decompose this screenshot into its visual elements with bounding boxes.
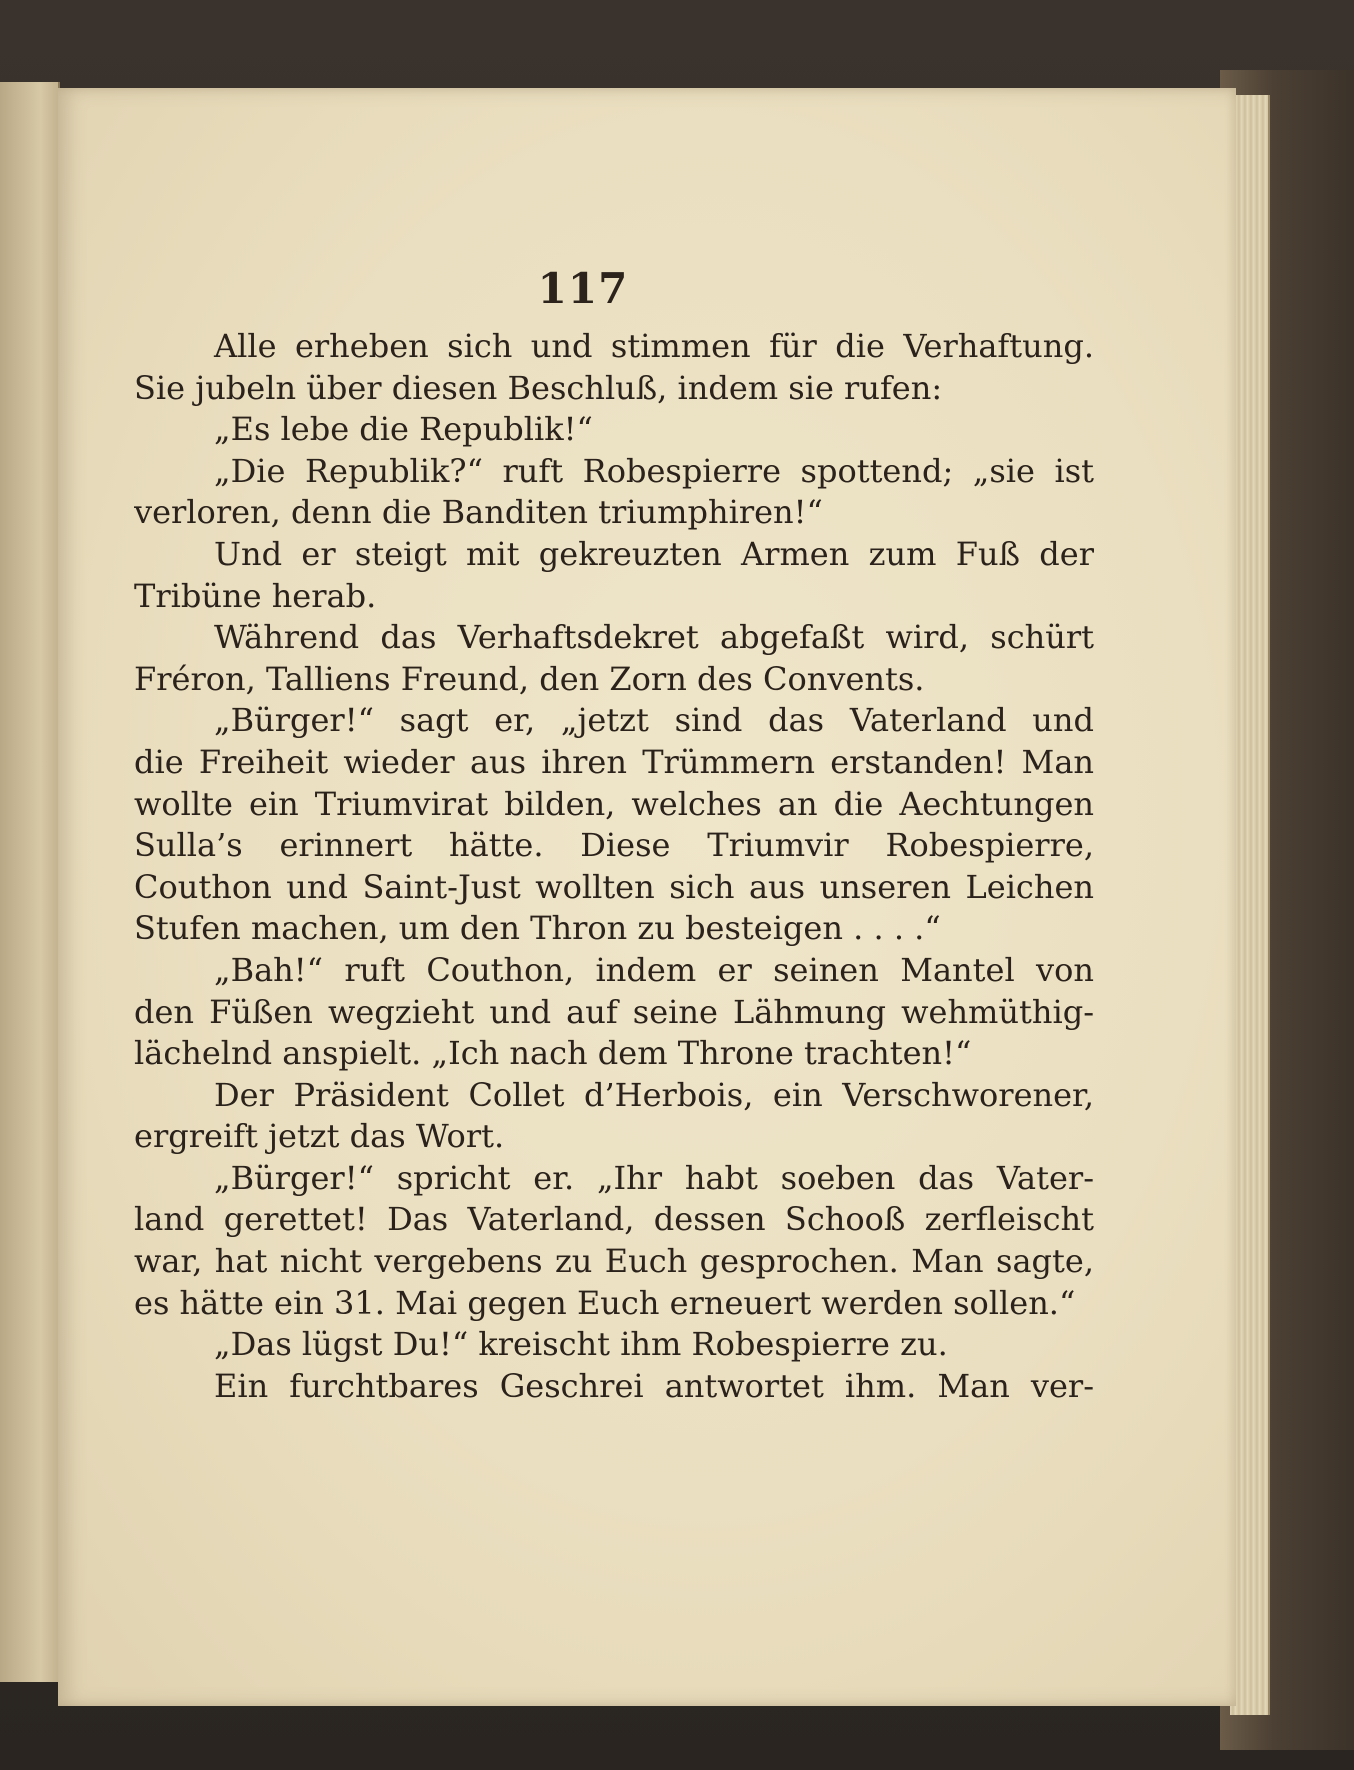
text-line: Der Präsident Collet d’Herbois, ein Verschworener, [214,1075,1094,1114]
text-line: „Die Republik?“ ruft Robespierre spottend; „sie ist [214,451,1094,490]
text-line: war, hat nicht vergebens zu Euch gesprochen. Man sagte, [134,1242,1094,1281]
text-line: Und er steigt mit gekreuzten Armen zum Fuß der [214,534,1094,573]
body-text [134,326,1094,1407]
text-line: Tribüne herab. [134,576,377,615]
text-line: Alle erheben sich und stimmen für die Verhaftung. [214,327,1094,365]
text-line: land gerettet! Das Vaterland, dessen Schooß zerfleischt [134,1200,1094,1239]
text-line: verloren, denn die Banditen triumphiren!“ [134,493,823,532]
book-page [58,88,1236,1706]
page-number: 117 [537,264,629,313]
text-line: Fréron, Talliens Freund, den Zorn des Convents. [134,659,925,698]
text-line: „Das lügst Du!“ kreischt ihm Robespierre zu. [214,1325,948,1364]
text-line: Couthon und Saint-Just wollten sich aus unseren Leichen [134,867,1094,906]
page-edges [1230,95,1270,1715]
text-line: Sie jubeln über diesen Beschluß, indem sie rufen: [134,368,943,407]
text-line: ergreift jetzt das Wort. [134,1117,505,1156]
text-line: es hätte ein 31. Mai gegen Euch erneuert werden sollen.“ [134,1283,1076,1322]
text-line: die Freiheit wieder aus ihren Trümmern erstanden! Man [134,742,1094,781]
text-line: Stufen machen, um den Thron zu besteigen . . . .“ [134,909,941,948]
facing-page-edge [0,82,60,1682]
text-line: den Füßen wegzieht und auf seine Lähmung wehmüthig- [134,992,1094,1031]
text-line: „Es lebe die Republik!“ [214,410,593,449]
text-line: Während das Verhaftsdekret abgefaßt wird, schürt [214,618,1094,657]
text-line: wollte ein Triumvirat bilden, welches an die Aechtungen [134,784,1094,823]
text-line: lächelnd anspielt. „Ich nach dem Throne trachten!“ [134,1034,972,1073]
text-line: „Bürger!“ sagt er, „jetzt sind das Vaterland und [214,701,1094,740]
text-line: Ein furchtbares Geschrei antwortet ihm. Man ver- [214,1366,1094,1405]
text-line: Sulla’s erinnert hätte. Diese Triumvir Robespierre, [134,826,1094,865]
text-line: „Bah!“ ruft Couthon, indem er seinen Mantel von [214,950,1094,989]
text-line: „Bürger!“ spricht er. „Ihr habt soeben das Vater- [214,1158,1094,1197]
